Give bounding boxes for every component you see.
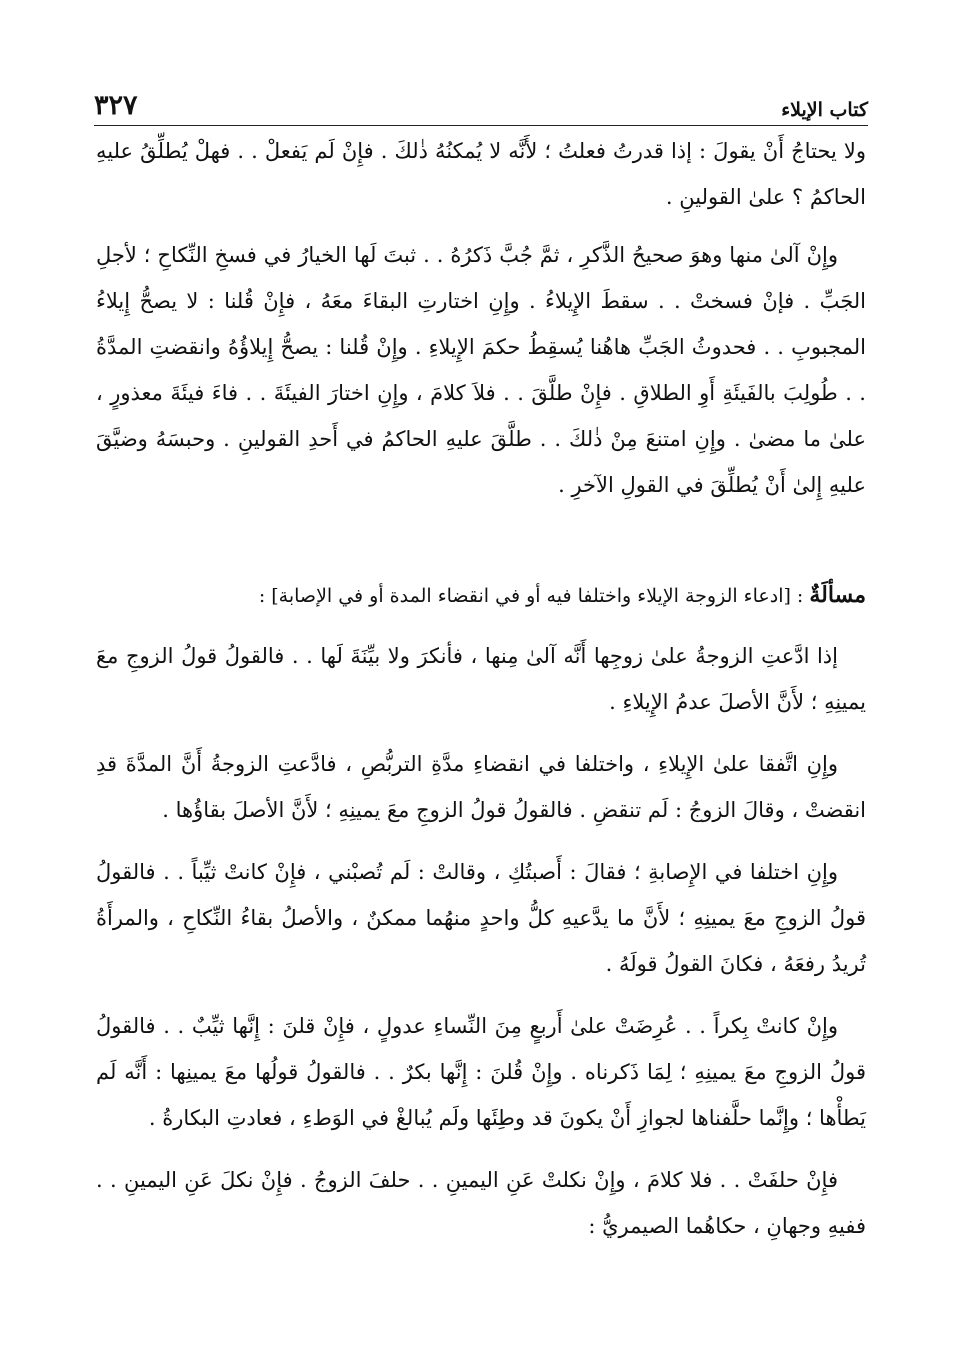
section-label: مسألَةٌ [809,582,866,608]
paragraph: وإِنِ اتَّفقا علىٰ الإِيلاءِ ، واختلفا في انقضاءِ مدَّةِ التربُّصِ ، فادَّعتِ الزوجةُ أَنَّ المدَّةَ قدِ انقضتْ ، وقالَ الزوجُ : لَم تنقضِ . فالقولُ قولُ الزوجِ معَ يمينِهِ ؛ لأَنَّ الأصلَ بقاؤُها . [96,752,866,822]
paragraph: فإِنْ حلفَتْ . . فلا كلامَ ، وإِنْ نكلتْ عَنِ اليمينِ . . حلفَ الزوجُ . فإِنْ نكلَ عَنِ اليمينِ . . ففيهِ وجهانِ ، حكاهُما الصيمريُّ : [96,1168,866,1238]
paragraph: ولا يحتاجُ أَنْ يقولَ : إذا قدرتُ فعلتُ ؛ لأَنَّه لا يُمكنُهُ ذٰلكَ . فإِنْ لَم يَفعلْ . . فهلْ يُطلِّقُ عليهِ الحاكمُ ؟ علىٰ القولينِ . [96,139,866,209]
page-number: ٣٢٧ [94,90,138,121]
paragraph: وإِنْ كانتْ بِكراً . . عُرِضَتْ علىٰ أَربعٍ مِنَ النِّساءِ عدولٍ ، فإِنْ قلنَ : إِنَّها ثيِّبٌ . . فالقولُ قولُ الزوجِ معَ يمينِهِ ؛ لِمَا ذَكرناه . وإِنْ قُلنَ : إِنَّها بكرٌ . . فالقولُ قولُها معَ يمينِها : أَنَّه لَم يَطأْها ؛ وإِنَّما حلَّفناها لجوازِ أَنْ يكونَ قد وطِئَها ولَم يُبالغْ في الوَطءِ ، فعادتِ البكارةُ . [96,1014,866,1130]
page-body [96,128,866,1265]
paragraph: وإِنْ آلىٰ منها وهوَ صحيحُ الذَّكرِ ، ثمَّ جُبَّ ذَكرُهُ . . ثبتَ لَها الخيارُ في فسخِ النِّكاحِ ؛ لأجلِ الجَبِّ . فإنْ فسختْ . . سقطَ الإِيلاءُ . وإِنِ اختارتِ البقاءَ معَهُ ، فإِنْ قُلنا : لا يصحُّ إِيلاءُ المجبوبِ . . فحدوثُ الجَبِّ هاهُنا يُسقِطُ حكمَ الإِيلاءِ . وإِنْ قُلنا : يصحُّ إِيلاؤُهُ وانقضتِ المدَّةُ . . طُولِبَ بالفَيئَةِ أَوِ الطلاقِ . فإِنْ طلَّقَ . . فلاَ كلامَ ، وإِنِ اختارَ الفيئَةَ . . فاءَ فيئَةَ معذورٍ ، علىٰ ما مضىٰ . وإِنِ امتنعَ مِنْ ذٰلكَ . . طلَّقَ عليهِ الحاكمُ في أَحدِ القولينِ . وحبسَهُ وضيَّقَ عليهِ إِلىٰ أَنْ يُطلِّقَ في القولِ الآخرِ . [96,243,866,497]
section-heading [96,572,866,619]
book-title: كتاب الإيلاء [781,99,868,121]
paragraph: وإِنِ اختلفا في الإِصابةِ ؛ فقالَ : أَصبتُكِ ، وقالتْ : لَم تُصبْني ، فإِنْ كانتْ ثيِّباً . . فالقولُ قولُ الزوجِ معَ يمينِهِ ؛ لأَنَّ ما يدَّعيهِ كلُّ واحدٍ منهُما ممكنٌ ، والأصلُ بقاءُ النِّكاحِ ، والمرأَةُ تُريدُ رفعَهُ ، فكانَ القولُ قولَهُ . [96,860,866,976]
paragraph: إذا ادَّعتِ الزوجةُ علىٰ زوجِها أَنَّه آلىٰ مِنها ، فأنكرَ ولا بيِّنَةَ لَها . . فالقولُ قولُ الزوجِ معَ يمينِهِ ؛ لأَنَّ الأصلَ عدمُ الإِيلاءِ . [96,644,866,714]
running-header [94,84,868,126]
section-title: : [ادعاء الزوجة الإيلاء واختلفا فيه أو في انقضاء المدة أو في الإصابة] : [258,585,804,607]
